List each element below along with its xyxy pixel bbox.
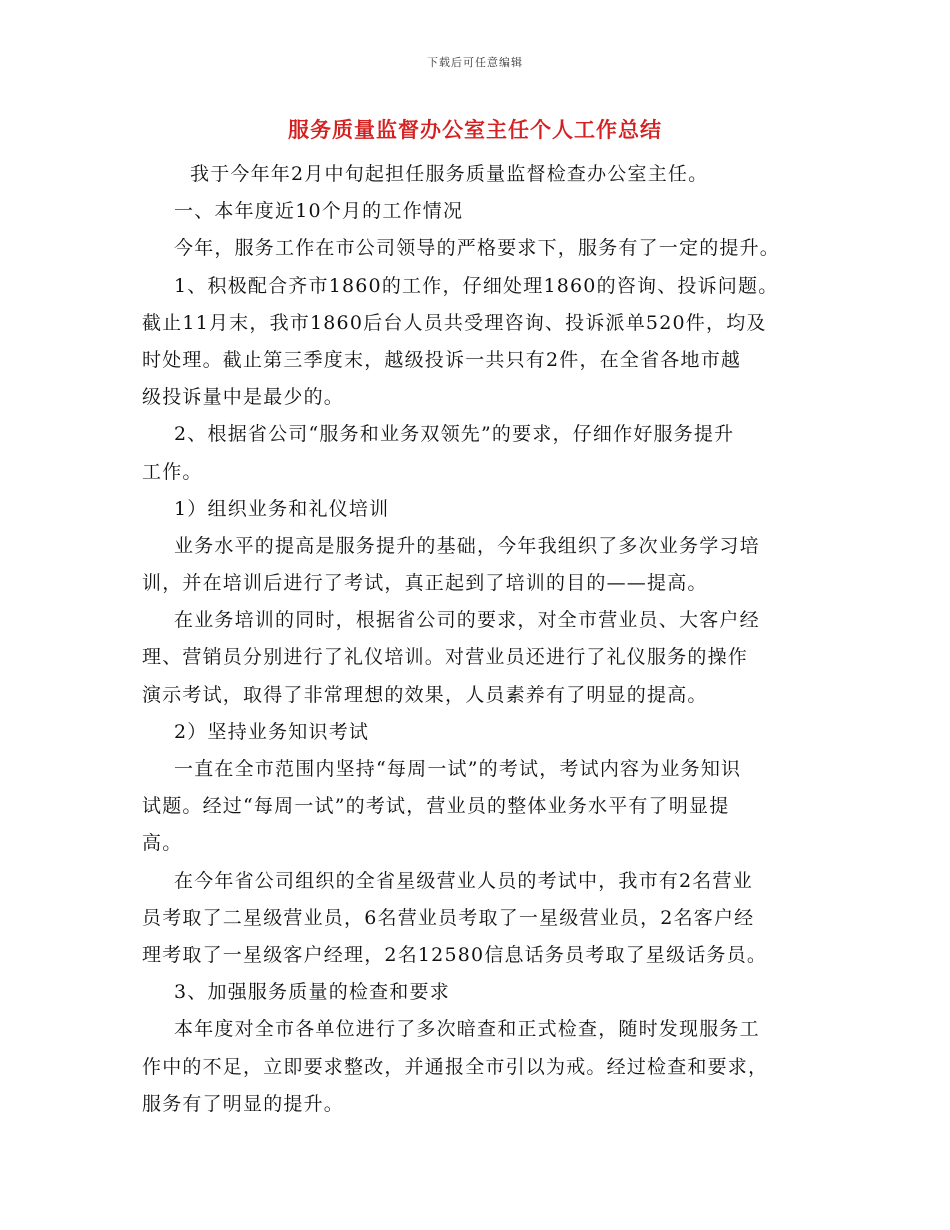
document-body (142, 156, 822, 1123)
page-header-note: 下载后可任意编辑 (427, 56, 523, 69)
paragraph-line: 一、本年度近10个月的工作情况 (174, 200, 464, 223)
paragraph-line: 一直在全市范围内坚持“每周一试”的考试，考试内容为业务知识 (174, 758, 742, 780)
paragraph-line: 在今年省公司组织的全省星级营业人员的考试中，我市有2名营业 (174, 869, 753, 892)
paragraph-line: 时处理。截止第三季度末，越级投诉一共只有2件，在全省各地市越 (142, 348, 742, 371)
paragraph-line: 本年度对全市各单位进行了多次暗查和正式检查，随时发现服务工 (174, 1018, 760, 1041)
paragraph-line: 今年，服务工作在市公司领导的严格要求下，服务有了一定的提升。 (174, 237, 781, 260)
paragraph-line: 2）坚持业务知识考试 (174, 720, 370, 743)
paragraph-line: 演示考试，取得了非常理想的效果，人员素养有了明显的提高。 (142, 683, 708, 706)
paragraph-line: 工作。 (142, 460, 203, 483)
paragraph-line: 我于今年年2月中旬起担任服务质量监督检查办公室主任。 (190, 163, 709, 185)
paragraph-line: 业务水平的提高是服务提升的基础，今年我组织了多次业务学习培 (174, 534, 760, 557)
paragraph-line: 高。 (142, 832, 183, 855)
paragraph-line: 1、积极配合齐市1860的工作，仔细处理1860的咨询、投诉问题。 (174, 274, 779, 297)
paragraph-line: 员考取了二星级营业员，6名营业员考取了一星级营业员，2名客户经 (142, 906, 755, 929)
paragraph-line: 2、根据省公司“服务和业务双领先”的要求，仔细作好服务提升 (174, 423, 735, 446)
paragraph-line: 试题。经过“每周一试”的考试，营业员的整体业务水平有了明显提 (142, 795, 730, 818)
paragraph-line: 服务有了明显的提升。 (142, 1092, 345, 1115)
paragraph-line: 1）组织业务和礼仪培训 (174, 497, 390, 520)
paragraph-line: 截止11月末，我市1860后台人员共受理咨询、投诉派单520件，均及 (142, 311, 767, 334)
paragraph-line: 在业务培训的同时，根据省公司的要求，对全市营业员、大客户经 (174, 609, 760, 632)
paragraph-line: 理考取了一星级客户经理，2名12580信息话务员考取了星级话务员。 (142, 943, 768, 966)
document-title: 服务质量监督办公室主任个人工作总结 (288, 117, 662, 142)
paragraph-line: 3、加强服务质量的检查和要求 (174, 981, 450, 1004)
paragraph-line: 训，并在培训后进行了考试，真正起到了培训的目的——提高。 (142, 572, 708, 595)
paragraph-line: 理、营销员分别进行了礼仪培训。对营业员还进行了礼仪服务的操作 (142, 646, 749, 669)
paragraph-line: 作中的不足，立即要求整改，并通报全市引以为戒。经过检查和要求， (142, 1055, 769, 1078)
paragraph-line: 级投诉量中是最少的。 (142, 386, 345, 409)
